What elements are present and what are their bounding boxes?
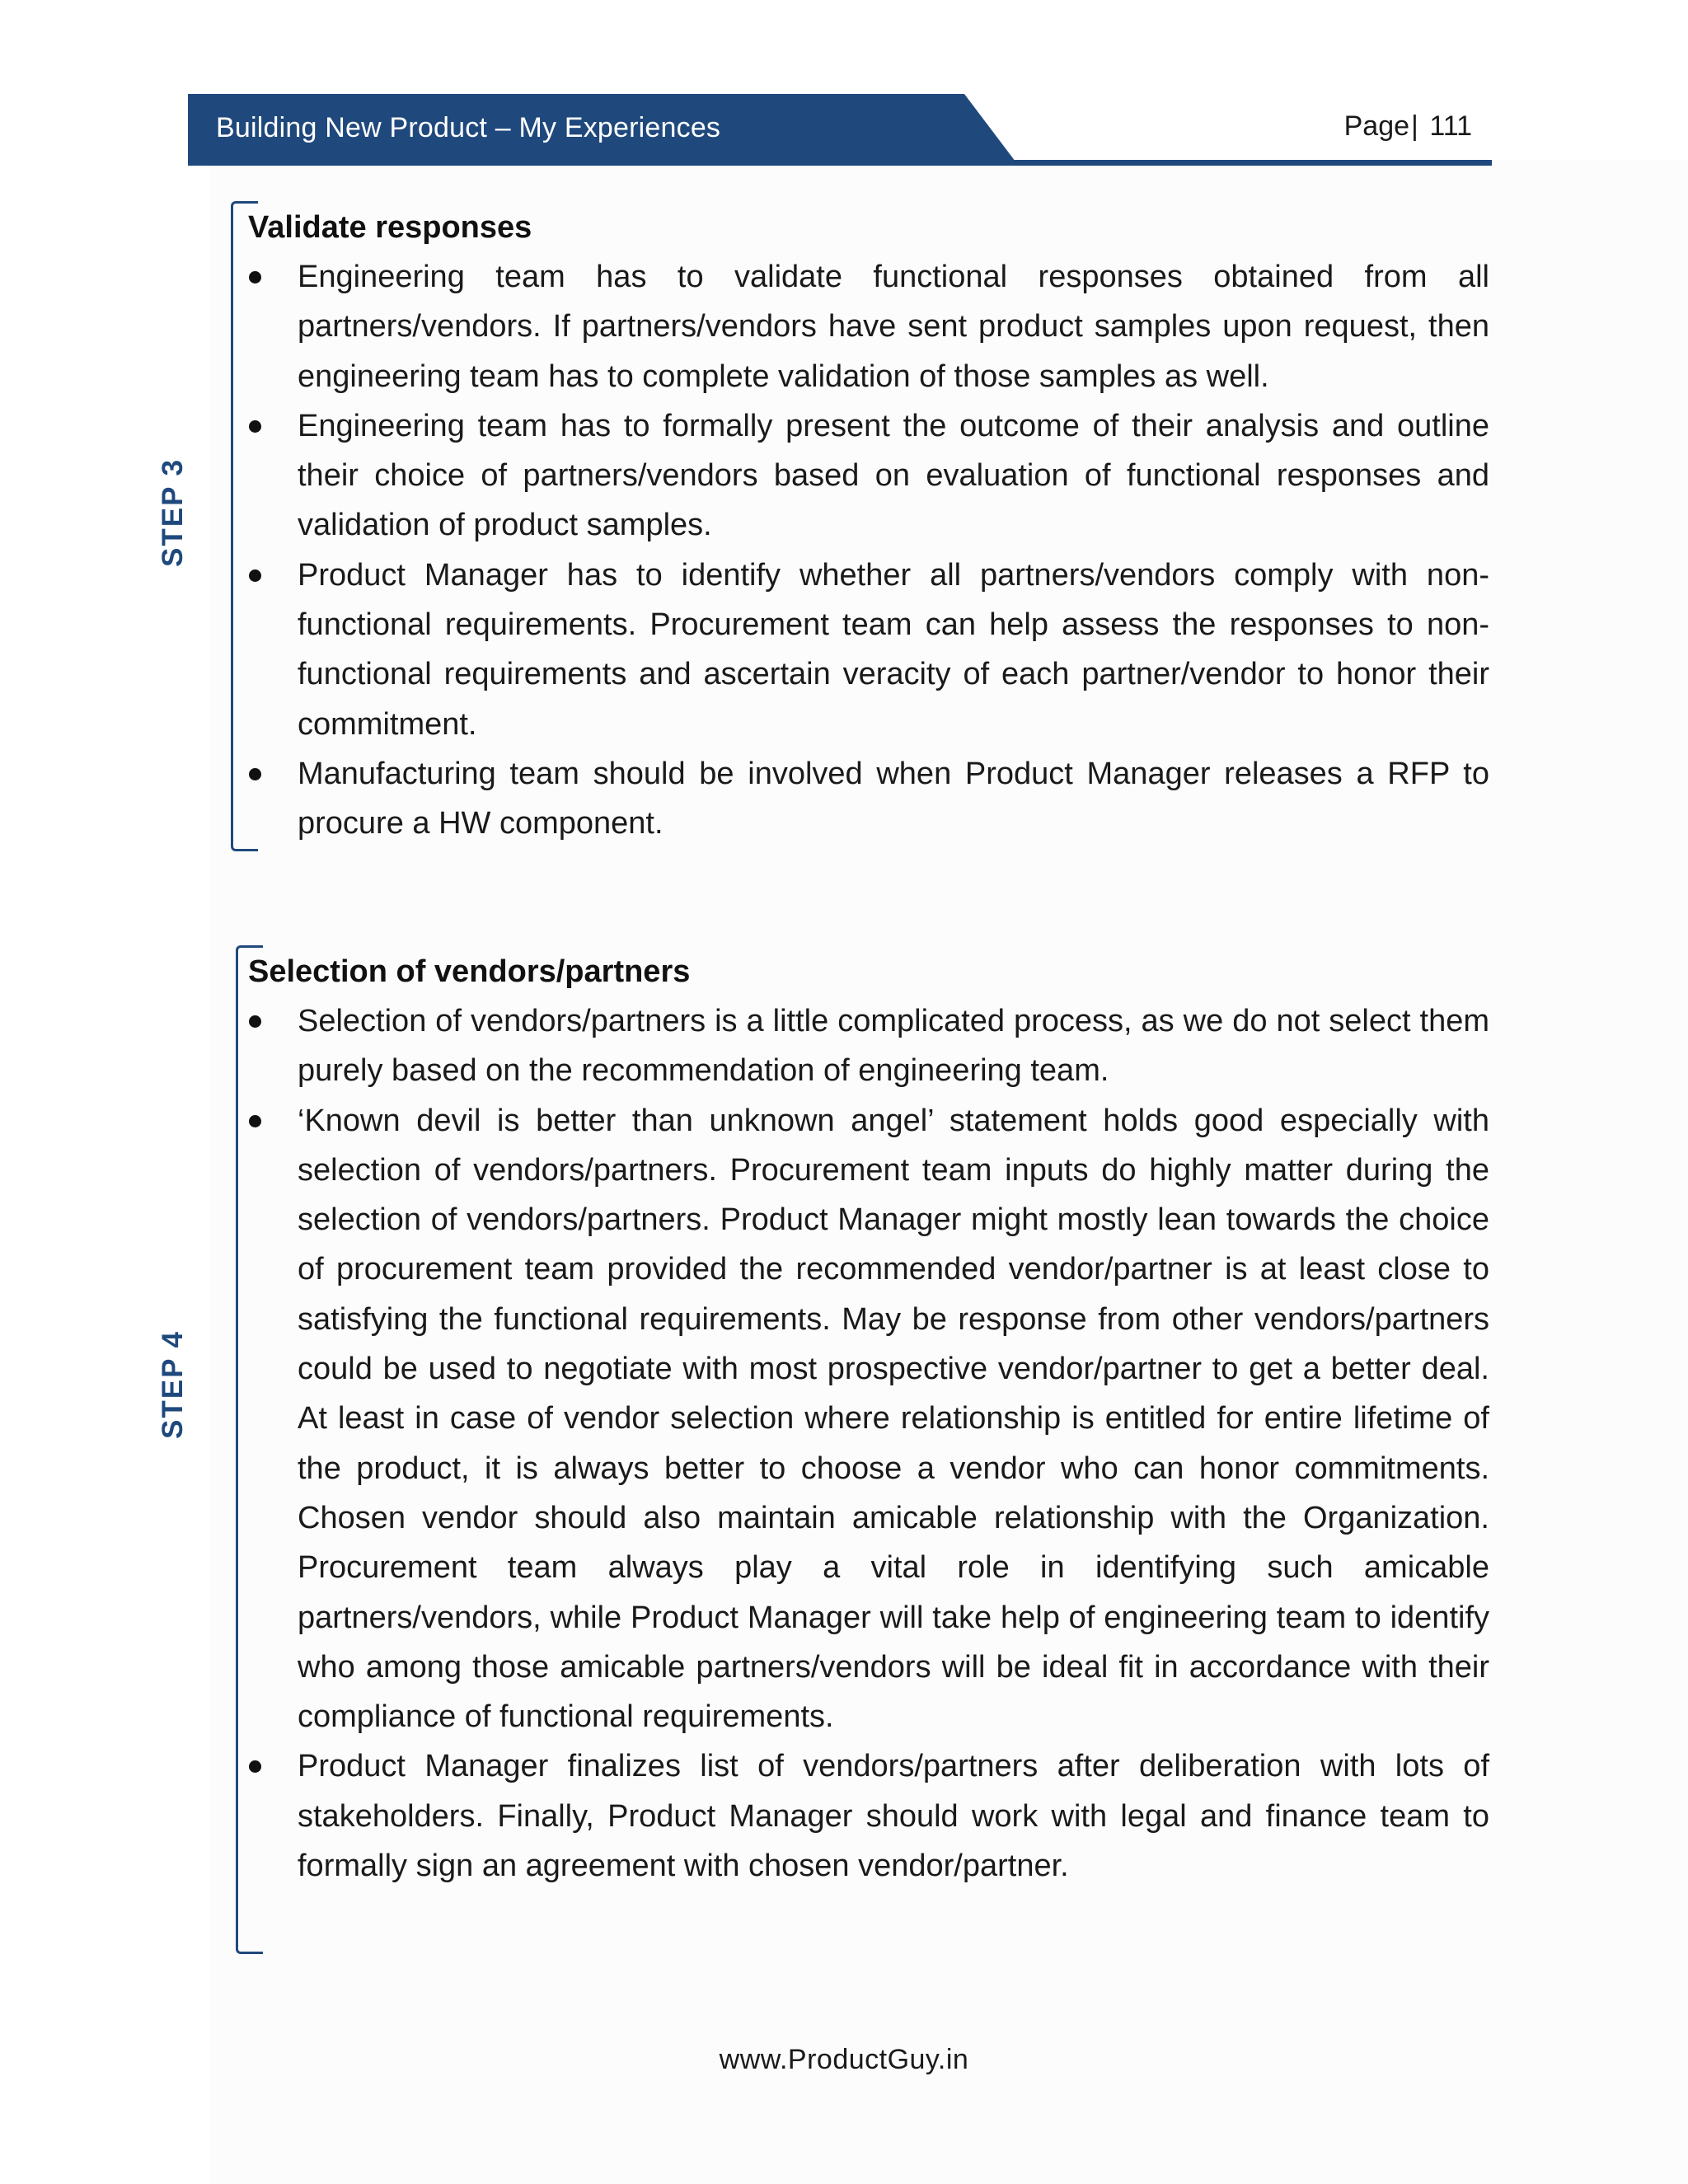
list-item bbox=[248, 252, 1489, 401]
header-rule bbox=[188, 160, 1492, 166]
page-number-label bbox=[1344, 110, 1472, 143]
list-item-text: Product Manager finalizes list of vendors/partners after deliberation with lots of stakeholders. Finally, Product Manager should work with legal and finance team to formally sign an agreement with chosen vendor/partner. bbox=[298, 1749, 1489, 1884]
bullet-list bbox=[248, 996, 1489, 1891]
bullet-icon bbox=[249, 271, 261, 284]
bullet-icon bbox=[249, 1115, 261, 1127]
bullet-icon bbox=[249, 1015, 261, 1028]
list-item-text: ‘Known devil is better than unknown angel’ statement holds good especially with selection of vendors/partners. Procurement team inputs do highly matter during the selection of vendors/partners. Product Manager might mostly lean towards the choice of procurement team provided the recommended vendor/partner is at least close to satisfying the functional requirements. May be response from other vendors/partners could be used to negotiate with most prospective vendor/partner to get a better deal. At least in case of vendor selection where relationship is entitled for entire lifetime of the product, it is always better to choose a vendor who can honor commitments. Chosen vendor should also maintain amicable relationship with the Organization. Procurement team always play a vital role in identifying such amicable partners/vendors, while Product Manager will take help of engineering team to identify who among those amicable partners/vendors will be ideal fit in accordance with their compliance of functional requirements. bbox=[298, 1103, 1489, 1735]
list-item bbox=[248, 401, 1489, 551]
bullet-icon bbox=[249, 420, 261, 433]
footer-website: www.ProductGuy.in bbox=[719, 2044, 969, 2075]
list-item-text: Selection of vendors/partners is a little complicated process, as we do not select them purely based on the recommendation of engineering team. bbox=[298, 1004, 1489, 1089]
step-3-label: STEP 3 bbox=[157, 458, 189, 567]
list-item bbox=[248, 996, 1489, 1096]
list-item-text: Engineering team has to formally present the outcome of their analysis and outline their choice of partners/vendors based on evaluation of functional responses and validation of product samples. bbox=[298, 408, 1489, 543]
bullet-list bbox=[248, 252, 1489, 849]
bullet-icon bbox=[249, 768, 261, 780]
step-3-section bbox=[248, 203, 1489, 849]
section-title: Validate responses bbox=[248, 210, 532, 245]
step-4-section bbox=[248, 947, 1489, 1891]
page-separator: | bbox=[1411, 110, 1418, 142]
list-item bbox=[248, 1741, 1489, 1891]
page-number: 111 bbox=[1429, 110, 1472, 142]
header-title: Building New Product – My Experiences bbox=[216, 112, 721, 143]
section-title: Selection of vendors/partners bbox=[248, 954, 691, 989]
list-item-text: Manufacturing team should be involved when Product Manager releases a RFP to procure a HW component. bbox=[298, 756, 1489, 841]
list-item bbox=[248, 749, 1489, 849]
bullet-icon bbox=[249, 569, 261, 582]
page-label: Page bbox=[1343, 110, 1410, 142]
list-item bbox=[248, 551, 1489, 749]
list-item-text: Engineering team has to validate functional responses obtained from all partners/vendors. If partners/vendors have sent product samples upon request, then engineering team has to complete validation of those samples as well. bbox=[298, 260, 1489, 394]
step-4-label: STEP 4 bbox=[157, 1330, 189, 1439]
list-item bbox=[248, 1096, 1489, 1742]
bullet-icon bbox=[249, 1760, 261, 1773]
list-item-text: Product Manager has to identify whether all partners/vendors comply with non-functional requirements. Procurement team can help assess the responses to non-functional requirements and ascertain veracity of each partner/vendor to honor their commitment. bbox=[298, 557, 1489, 742]
